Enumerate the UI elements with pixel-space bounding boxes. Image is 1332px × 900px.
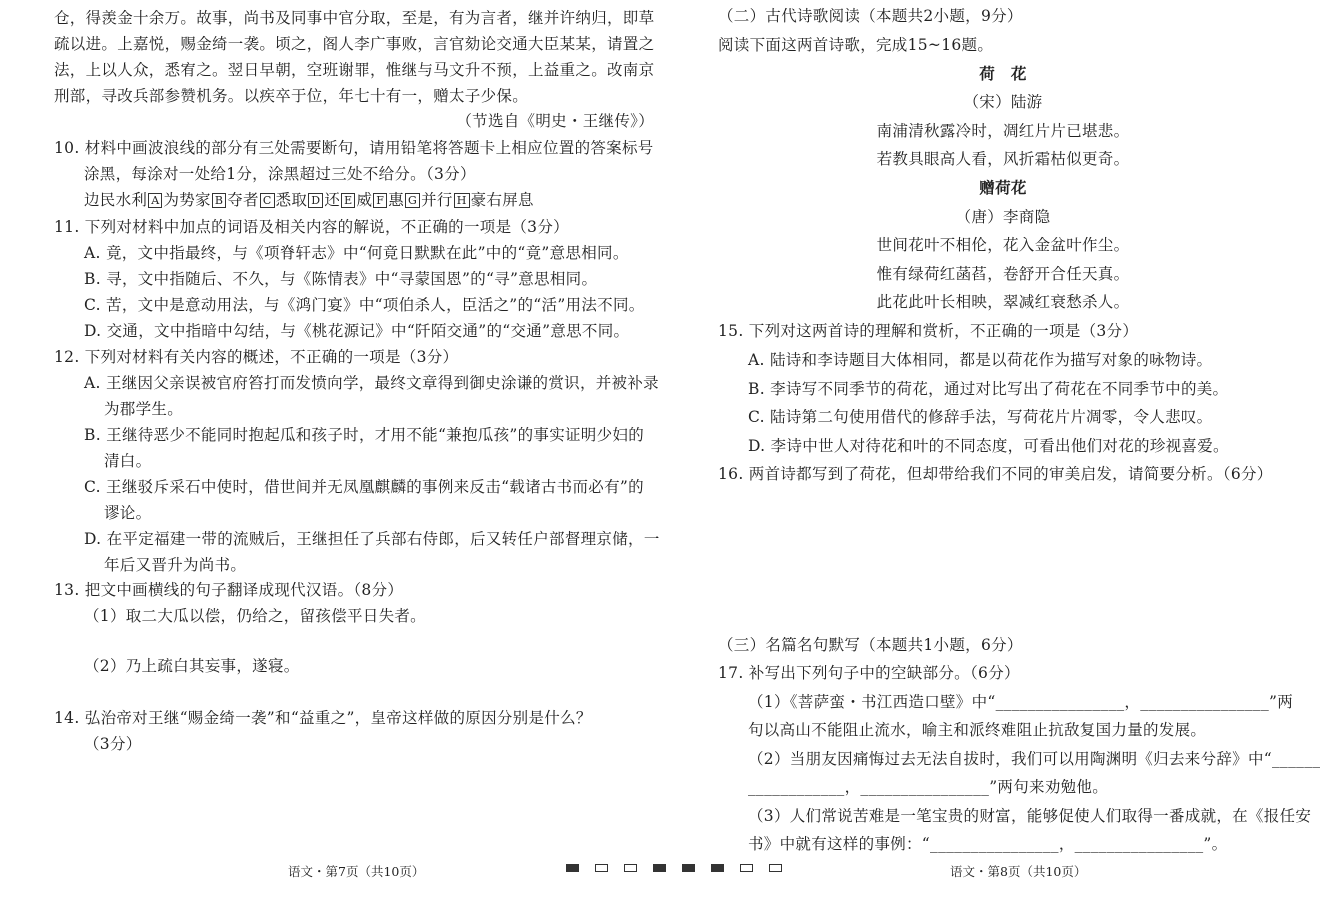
answer-box-b: B <box>212 193 226 208</box>
page-marker-strip <box>566 864 782 872</box>
q12-option-a: A. 王继因父亲误被官府笞打而发愤向学，最终文章得到御史涂谦的赏识，并被补录 <box>84 374 659 392</box>
page-marker <box>682 864 695 872</box>
page-marker <box>740 864 753 872</box>
q17-item-1: （1）《菩萨蛮・书江西造口壁》中“________________，________________”两 <box>748 693 1294 711</box>
q10-stem-line1: 10. 材料中画波浪线的部分有三处需要断句，请用铅笔将答题卡上相应位置的答案标号 <box>54 139 654 157</box>
poem2-author: （唐）李商隐 <box>955 208 1051 226</box>
q13-stem: 13. 把文中画横线的句子翻译成现代汉语。（8分） <box>54 581 404 599</box>
q11-option-c: C. 苦，文中是意动用法，与《鸿门宴》中“项伯杀人，臣活之”的“活”用法不同。 <box>84 296 645 314</box>
q15-option-d: D. 李诗中世人对待花和叶的不同态度，可看出他们对花的珍视喜爱。 <box>748 437 1229 455</box>
page-marker <box>624 864 637 872</box>
q11-stem: 11. 下列对材料中加点的词语及相关内容的解说，不正确的一项是（3分） <box>54 218 569 236</box>
q13-sentence-2: （2）乃上疏白其妄事，遂寝。 <box>84 657 300 675</box>
poem1-line: 若教具眼高人看，风折霜枯似更奇。 <box>876 150 1130 168</box>
q17-item-1-cont: 句以高山不能阻止流水，喻主和派终难阻止抗敌复国力量的发展。 <box>748 721 1207 739</box>
passage-line: 法，上以人众，悉宥之。翌日早朝，空班谢罪，惟继与马文升不预，上益重之。改南京 <box>54 61 655 79</box>
page-marker <box>769 864 782 872</box>
section2-title: （二）古代诗歌阅读（本题共2小题，9分） <box>718 7 1023 25</box>
poem1-line: 南浦清秋露冷时，凋红片片已堪悲。 <box>876 122 1130 140</box>
q14-stem-line1: 14. 弘治帝对王继“赐金绮一袭”和“益重之”，皇帝这样做的原因分别是什么？ <box>54 709 592 727</box>
section3-title: （三）名篇名句默写（本题共1小题，6分） <box>718 636 1023 654</box>
poem2-line: 世间花叶不相伦，花入金盆叶作尘。 <box>876 236 1130 254</box>
q12-option-a-cont: 为郡学生。 <box>104 400 184 418</box>
q14-stem-line2: （3分） <box>84 735 142 753</box>
answer-box-a: A <box>148 193 162 208</box>
page-marker <box>566 864 579 872</box>
answer-box-c: C <box>260 193 275 208</box>
passage-line: 疏以进。上嘉悦，赐金绮一袭。顷之，阁人李广事败，言官劾论交通大臣某某，请置之 <box>54 35 655 53</box>
poem2-line: 此花此叶长相映，翠减红衰愁杀人。 <box>876 293 1130 311</box>
q12-option-c-cont: 谬论。 <box>104 504 152 522</box>
q16-stem: 16. 两首诗都写到了荷花，但却带给我们不同的审美启发，请简要分析。（6分） <box>718 465 1273 483</box>
page-marker <box>653 864 666 872</box>
poem1-author: （宋）陆游 <box>963 93 1043 111</box>
q17-item-3-cont: 书》中就有这样的事例：“________________，________________”。 <box>748 835 1228 853</box>
q17-item-2-cont: ____________，________________”两句来劝勉他。 <box>748 778 1109 796</box>
q17-stem: 17. 补写出下列句子中的空缺部分。（6分） <box>718 664 1020 682</box>
q11-option-a: A. 竟，文中指最终，与《项脊轩志》中“何竟日默默在此”中的“竟”意思相同。 <box>84 244 629 262</box>
poem2-line: 惟有绿荷红菡萏，卷舒开合任天真。 <box>876 265 1130 283</box>
section2-intro: 阅读下面这两首诗歌，完成15~16题。 <box>718 36 994 54</box>
q15-option-b: B. 李诗写不同季节的荷花，通过对比写出了荷花在不同季节中的美。 <box>748 380 1229 398</box>
q12-option-b-cont: 清白。 <box>104 452 152 470</box>
page-marker <box>595 864 608 872</box>
poem1-title: 荷 花 <box>979 65 1027 83</box>
passage-line: 刑部，寻改兵部参赞机务。以疾卒于位，年七十有一，赠太子少保。 <box>54 87 529 105</box>
q15-option-a: A. 陆诗和李诗题目大体相同，都是以荷花作为描写对象的咏物诗。 <box>748 351 1213 369</box>
q13-sentence-1: （1）取二大瓜以偿，仍给之，留孩偿平日失者。 <box>84 607 426 625</box>
q15-stem: 15. 下列对这两首诗的理解和赏析，不正确的一项是（3分） <box>718 322 1139 340</box>
q17-item-3: （3）人们常说苦难是一笔宝贵的财富，能够促使人们取得一番成就，在《报任安 <box>748 807 1312 825</box>
passage-line: 仓，得羡金十余万。故事，尚书及同事中官分取，至是，有为言者，继并许纳归，即草 <box>54 9 655 27</box>
q12-option-b: B. 王继待恶少不能同时抱起瓜和孩子时，才用不能“兼抱瓜孩”的事实证明少妇的 <box>84 426 644 444</box>
q15-option-c: C. 陆诗第二句使用借代的修辞手法，写荷花片片凋零，令人悲叹。 <box>748 408 1213 426</box>
q11-option-d: D. 交通，文中指暗中勾结，与《桃花源记》中“阡陌交通”的“交通”意思不同。 <box>84 322 630 340</box>
q17-item-2: （2）当朋友因痛悔过去无法自拔时，我们可以用陶渊明《归去来兮辞》中“______ <box>748 750 1321 768</box>
q12-option-d: D. 在平定福建一带的流贼后，王继担任了兵部右侍郎，后又转任户部督理京储，一 <box>84 530 660 548</box>
q12-option-c: C. 王继驳斥采石中使时，借世间并无凤凰麒麟的事例来反击“载诸古书而必有”的 <box>84 478 644 496</box>
q12-stem: 12. 下列对材料有关内容的概述，不正确的一项是（3分） <box>54 348 459 366</box>
left-page-footer: 语文・第7页（共10页） <box>288 864 425 879</box>
q10-segmented-sentence: 边民水利 A 为势家 B 夺者 C 悉取 D 还 E 威 F 惠 G 并行 H 豪右屏息 <box>84 191 534 209</box>
page-marker <box>711 864 724 872</box>
answer-box-d: D <box>308 193 323 208</box>
q10-stem-line2: 涂黑，每涂对一处给1分，涂黑超过三处不给分。（3分） <box>84 165 476 183</box>
answer-box-g: G <box>405 193 420 208</box>
q12-option-d-cont: 年后又晋升为尚书。 <box>104 556 247 574</box>
passage-source: （节选自《明史・王继传》） <box>456 112 654 130</box>
answer-box-f: F <box>373 193 387 208</box>
right-page-footer: 语文・第8页（共10页） <box>950 864 1087 879</box>
answer-box-e: E <box>341 193 355 208</box>
poem2-title: 赠荷花 <box>979 179 1027 197</box>
q11-option-b: B. 寻，文中指随后、不久，与《陈情表》中“寻蒙国恩”的“寻”意思相同。 <box>84 270 598 288</box>
answer-box-h: H <box>454 193 470 208</box>
